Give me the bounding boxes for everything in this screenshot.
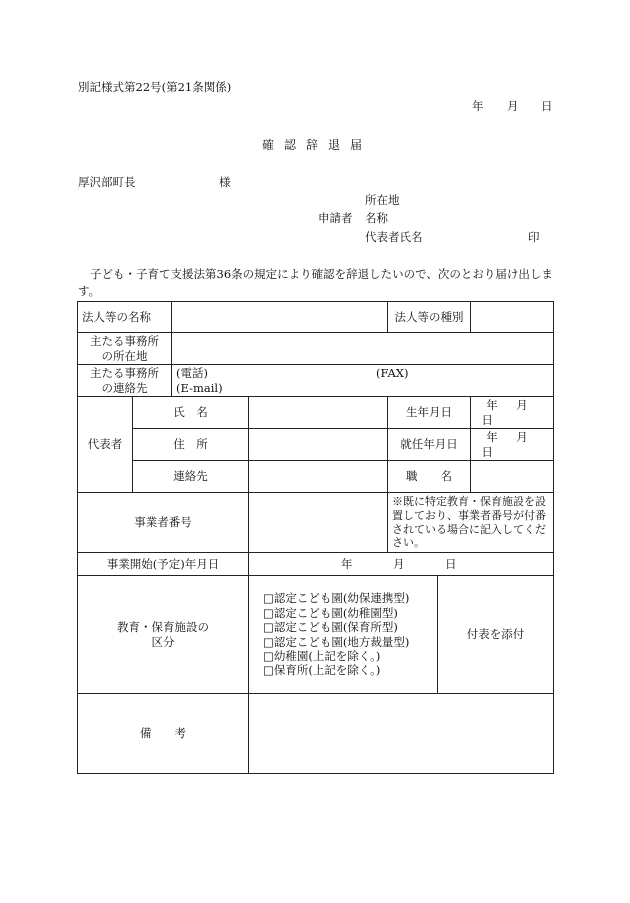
- rep-address-label: 住 所: [133, 429, 249, 461]
- form-number: 別記様式第22号(第21条関係): [78, 80, 232, 94]
- option-kodomoen-yoho[interactable]: □認定こども園(幼保連携型): [263, 591, 410, 606]
- email-label: (E-mail): [176, 380, 223, 395]
- start-date-field[interactable]: 年 月 日: [249, 553, 554, 576]
- rep-address-field[interactable]: [249, 429, 388, 461]
- option-youchien[interactable]: □幼稚園(上記を除く。): [263, 648, 381, 663]
- start-date-label: 事業開始(予定)年月日: [78, 553, 249, 576]
- date-day: 日: [541, 99, 553, 113]
- business-number-note: ※既に特定教育・保育施設を設置しており、事業者番号が付番されている場合に記入してください。: [388, 493, 554, 553]
- fax-label: (FAX): [376, 366, 409, 380]
- birth-date-label: 生年月日: [388, 397, 471, 429]
- corp-type-field[interactable]: [471, 302, 554, 333]
- applicant-name-label: 名称: [365, 211, 388, 225]
- rep-contact-field[interactable]: [249, 461, 388, 493]
- corp-name-field[interactable]: [172, 302, 388, 333]
- representative-label: 代表者: [78, 397, 133, 493]
- remarks-field[interactable]: [249, 694, 554, 774]
- birth-date-field[interactable]: 年 月日: [471, 397, 554, 429]
- rep-name-field[interactable]: [249, 397, 388, 429]
- document-title: 確認辞退届: [262, 138, 373, 152]
- corp-name-label: 法人等の名称: [78, 302, 172, 333]
- applicant-rep-label: 代表者氏名: [365, 230, 423, 244]
- facility-class-label: 教育・保育施設の 区分: [78, 576, 249, 694]
- office-contact-field[interactable]: [172, 365, 554, 397]
- option-kodomoen-youchien[interactable]: □認定こども園(幼稚園型): [263, 605, 398, 620]
- office-contact-label: 主たる事務所 の連絡先: [78, 365, 172, 397]
- attachment-note: 付表を添付: [438, 576, 554, 694]
- business-number-field[interactable]: [249, 493, 388, 553]
- addressee-name: 厚沢部町長: [78, 175, 136, 189]
- confirmation-withdrawal-table: [77, 301, 554, 774]
- corp-type-label: 法人等の種別: [388, 302, 471, 333]
- rep-contact-label: 連絡先: [133, 461, 249, 493]
- appointed-date-field[interactable]: 年 月日: [471, 429, 554, 461]
- office-address-field[interactable]: [172, 333, 554, 365]
- remarks-label: 備 考: [78, 694, 249, 774]
- date-year: 年: [472, 99, 484, 113]
- business-number-label: 事業者番号: [78, 493, 249, 553]
- option-hoikusho[interactable]: □保育所(上記を除く。): [263, 663, 381, 678]
- applicant-label: 申請者: [318, 211, 353, 225]
- position-label: 職 名: [388, 461, 471, 493]
- office-address-label: 主たる事務所 の所在地: [78, 333, 172, 365]
- applicant-address-label: 所在地: [365, 193, 400, 207]
- option-kodomoen-chihou[interactable]: □認定こども園(地方裁量型): [263, 634, 410, 649]
- rep-name-label: 氏 名: [133, 397, 249, 429]
- addressee-honorific: 様: [219, 175, 231, 189]
- date-month: 月: [507, 99, 519, 113]
- intro-paragraph: 子ども・子育て支援法第36条の規定により確認を辞退したいので、次のとおり届け出します。: [78, 267, 553, 299]
- tel-label: (電話): [176, 366, 208, 381]
- seal-mark: 印: [528, 230, 540, 244]
- position-field[interactable]: [471, 461, 554, 493]
- facility-options: [249, 576, 438, 694]
- appointed-date-label: 就任年月日: [388, 429, 471, 461]
- option-kodomoen-hoikusho[interactable]: □認定こども園(保育所型): [263, 620, 398, 635]
